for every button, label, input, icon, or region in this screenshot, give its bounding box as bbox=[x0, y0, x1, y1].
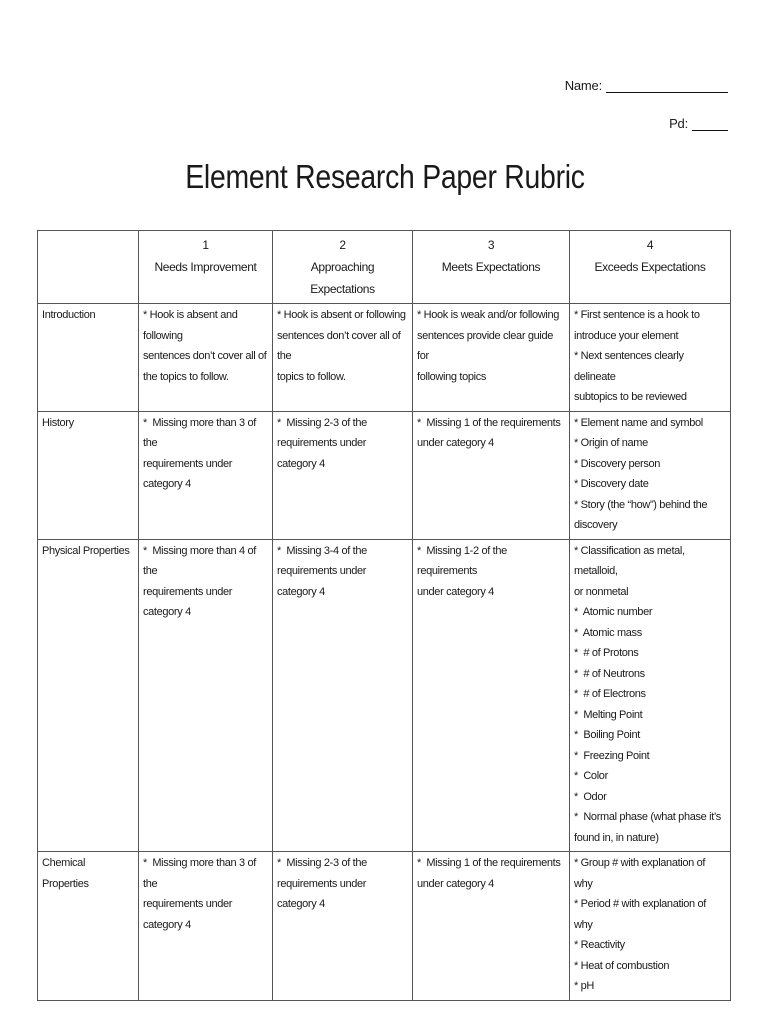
criteria-line: * Story (the “how”) behind the bbox=[574, 498, 708, 511]
criteria-line: discovery bbox=[574, 519, 618, 531]
criteria-line: found in, in nature) bbox=[574, 831, 659, 844]
criteria-line: sentences don’t cover all of bbox=[143, 350, 267, 362]
criteria-line: * Boiling Point bbox=[574, 729, 640, 741]
criteria-line: * Missing 1 of the requirements bbox=[417, 857, 561, 869]
criteria-line: * Missing 2-3 of the bbox=[277, 857, 367, 869]
criteria-line: under category 4 bbox=[417, 437, 494, 449]
criteria-line: * Atomic number bbox=[574, 606, 653, 618]
period-blank-line bbox=[692, 116, 728, 131]
criteria-cell bbox=[413, 852, 570, 1001]
criteria-line: * Discovery date bbox=[574, 478, 649, 490]
rubric-row bbox=[38, 539, 731, 852]
rubric-row bbox=[38, 304, 731, 412]
score-column-header: 1 Needs Improvement bbox=[139, 231, 273, 304]
criteria-cell bbox=[139, 852, 273, 1001]
criteria-line: * Missing 1-2 of the requirements bbox=[417, 544, 510, 577]
criteria-line: * # of Neutrons bbox=[574, 667, 645, 680]
name-label: Name: bbox=[564, 78, 602, 93]
category-label: History bbox=[42, 416, 74, 429]
criteria-cell bbox=[413, 304, 570, 412]
criteria-line: * Missing 2-3 of the bbox=[277, 416, 367, 429]
criteria-line: * Next sentences clearly delineate bbox=[574, 350, 687, 383]
criteria-line: * Discovery person bbox=[574, 457, 661, 470]
criteria-line: * Missing 3-4 of the bbox=[277, 544, 367, 557]
criteria-cell bbox=[570, 539, 731, 852]
score-column-header: 3 Meets Expectations bbox=[413, 231, 570, 304]
criteria-line: * Group # with explanation of why bbox=[574, 857, 708, 890]
criteria-line: requirements under category 4 bbox=[143, 898, 235, 931]
category-header-cell bbox=[38, 231, 139, 304]
criteria-line: * Classification as metal, metalloid, bbox=[574, 544, 688, 577]
criteria-line: requirements under category 4 bbox=[277, 565, 369, 598]
criteria-line: introduce your element bbox=[574, 329, 679, 342]
category-cell bbox=[38, 539, 139, 852]
criteria-line: * Missing more than 3 of the bbox=[143, 416, 259, 449]
category-label: Chemical Properties bbox=[42, 857, 89, 890]
criteria-line: * Melting Point bbox=[574, 708, 643, 721]
criteria-line: or nonmetal bbox=[574, 585, 629, 598]
rubric-row bbox=[38, 852, 731, 1001]
criteria-line: * Reactivity bbox=[574, 939, 625, 951]
criteria-cell bbox=[413, 539, 570, 852]
criteria-line: requirements under category 4 bbox=[277, 877, 369, 910]
criteria-cell bbox=[273, 304, 413, 412]
criteria-line: * Missing more than 4 of the bbox=[143, 544, 259, 577]
criteria-cell bbox=[570, 304, 731, 412]
criteria-cell bbox=[139, 304, 273, 412]
criteria-cell bbox=[273, 852, 413, 1001]
category-label: Physical Properties bbox=[42, 544, 130, 557]
criteria-cell bbox=[273, 411, 413, 539]
criteria-line: * Origin of name bbox=[574, 437, 648, 449]
criteria-line: requirements under category 4 bbox=[143, 457, 235, 490]
criteria-cell bbox=[139, 539, 273, 852]
criteria-line: requirements under category 4 bbox=[277, 437, 369, 470]
rubric-row bbox=[38, 411, 731, 539]
criteria-line: * Heat of combustion bbox=[574, 959, 670, 972]
criteria-line: * Freezing Point bbox=[574, 749, 650, 762]
criteria-line: * Period # with explanation of why bbox=[574, 898, 709, 931]
criteria-line: sentences provide clear guide for bbox=[417, 329, 556, 362]
criteria-line: * Normal phase (what phase it’s bbox=[574, 811, 721, 823]
rubric-header-row bbox=[38, 231, 731, 304]
criteria-line: following topics bbox=[417, 370, 486, 383]
criteria-line: * # of Electrons bbox=[574, 688, 646, 700]
criteria-cell bbox=[570, 411, 731, 539]
criteria-line: sentences don’t cover all of the bbox=[277, 329, 404, 362]
criteria-line: under category 4 bbox=[417, 585, 494, 598]
score-column-header: 4 Exceeds Expectations bbox=[570, 231, 731, 304]
criteria-line: * Odor bbox=[574, 790, 607, 803]
criteria-cell bbox=[273, 539, 413, 852]
category-label: Introduction bbox=[42, 309, 96, 321]
criteria-line: * pH bbox=[574, 980, 594, 992]
category-cell bbox=[38, 852, 139, 1001]
rubric-table bbox=[37, 230, 731, 1001]
criteria-line: the topics to follow. bbox=[143, 370, 229, 383]
criteria-line: * Hook is absent or following bbox=[277, 309, 406, 321]
criteria-line: * Hook is absent and following bbox=[143, 309, 241, 342]
category-cell bbox=[38, 411, 139, 539]
criteria-cell bbox=[570, 852, 731, 1001]
criteria-cell bbox=[139, 411, 273, 539]
criteria-line: topics to follow. bbox=[277, 370, 346, 383]
criteria-line: * # of Protons bbox=[574, 647, 639, 659]
name-blank-line bbox=[606, 78, 728, 93]
criteria-line: subtopics to be reviewed bbox=[574, 391, 687, 403]
criteria-line: under category 4 bbox=[417, 877, 494, 890]
criteria-line: * Hook is weak and/or following bbox=[417, 309, 560, 321]
criteria-line: * Element name and symbol bbox=[574, 416, 703, 429]
criteria-line: * First sentence is a hook to bbox=[574, 309, 700, 321]
criteria-line: * Missing more than 3 of the bbox=[143, 857, 259, 890]
name-field-row bbox=[565, 78, 728, 93]
criteria-line: * Color bbox=[574, 770, 608, 782]
category-cell bbox=[38, 304, 139, 412]
criteria-line: * Atomic mass bbox=[574, 626, 642, 639]
criteria-line: requirements under category 4 bbox=[143, 585, 235, 618]
rubric-body bbox=[38, 304, 731, 1001]
period-field-row bbox=[669, 116, 728, 131]
score-column-header: 2 Approaching Expectations bbox=[273, 231, 413, 304]
period-label: Pd: bbox=[669, 116, 688, 131]
criteria-line: * Missing 1 of the requirements bbox=[417, 416, 561, 429]
criteria-cell bbox=[413, 411, 570, 539]
page-title: Element Research Paper Rubric bbox=[185, 158, 585, 195]
